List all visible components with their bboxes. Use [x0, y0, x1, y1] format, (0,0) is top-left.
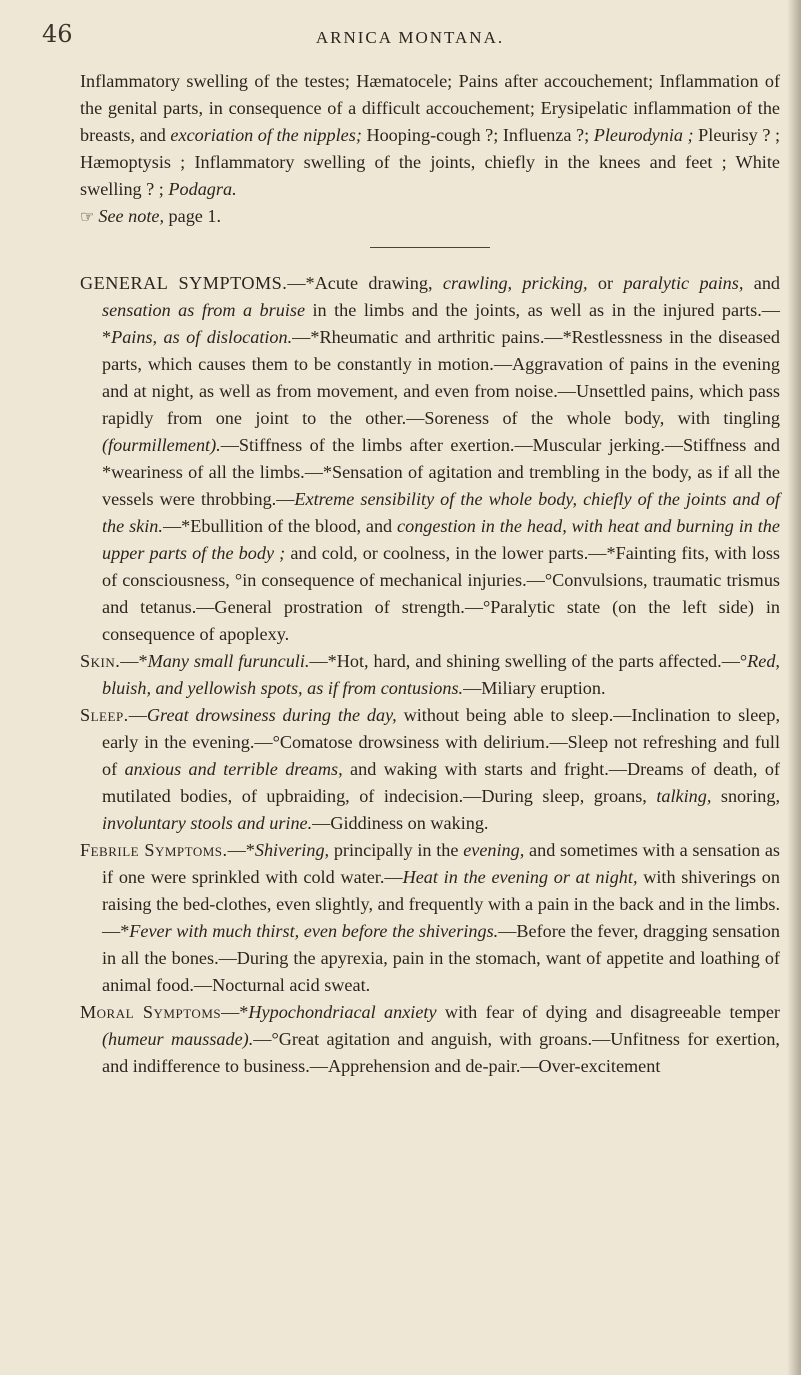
moral-symptoms-section: Moral Symptoms—*Hypochondriacal anxiety with fear of dying and disagreeable temper (humeur maussade).—°Great agitation and anguish, with groans.—Unfitness for exertion, and indifference to business.—Apprehension and de-pair.—Over-excitement [80, 1002, 780, 1076]
moral-symptoms-heading: Moral Symptoms [80, 1002, 222, 1022]
febrile-symptoms-section: Febrile Symptoms.—*Shivering, principally in the evening, and sometimes with a sensation as if one were sprinkled with cold water.—Heat in the evening or at night, with shiverings on raising the bed-clothes, even slightly, and frequently with a pain in the back and in the limbs.—*Fever with much thirst, even before the shiverings.—Before the fever, dragging sensation in all the bones.—During the apyrexia, pain in the stomach, want of appetite and loathing of animal food.—Nocturnal acid sweat. [80, 840, 780, 995]
skin-heading: Skin. [80, 651, 121, 671]
page-header [40, 16, 780, 56]
general-symptoms-heading: GENERAL SYMPTOMS. [80, 273, 288, 293]
section-divider [370, 247, 490, 248]
sleep-section: Sleep.—Great drowsiness during the day, without being able to sleep.—Inclination to sleep, early in the evening.—°Comatose drowsiness with delirium.—Sleep not refreshing and full of anxious and terrible dreams, and waking with starts and fright.—Dreams of death, of mutilated bodies, of upbraiding, of indecision.—During sleep, groans, talking, snoring, involuntary stools and urine.—Giddiness on waking. [80, 705, 780, 833]
intro-text: Hooping-cough ?; Influenza ?; [361, 125, 594, 145]
page-edge-shadow [787, 0, 801, 1375]
running-head: ARNICA MONTANA. [315, 28, 505, 47]
see-note-page: page 1. [164, 206, 222, 226]
see-note-text: See note, [98, 206, 164, 226]
pointing-hand-icon: ☞ [80, 209, 95, 226]
page-number: 46 [42, 20, 73, 48]
intro-paragraph [80, 68, 780, 231]
intro-italic: excoriation of the nipples; [170, 125, 362, 145]
intro-text: Inflammatory swelling of the testes; Hæmatocele; Pains after accouchement; Inflammation of the genital parts, in consequence of a difficult accouchement; Erysipelatic inflammation of the breasts, and [80, 71, 780, 145]
febrile-symptoms-heading: Febrile Symptoms. [80, 840, 228, 860]
page-body [80, 68, 780, 1080]
skin-section: Skin.—*Many small furunculi.—*Hot, hard, and shining swelling of the parts affected.—°Red, bluish, and yellowish spots, as if from contusions.—Miliary eruption. [80, 651, 780, 698]
intro-text: Pleurisy ? ; Hæmoptysis ; Inflammatory swelling of the joints, chiefly in the knees and feet ; White swelling ? ; [80, 125, 780, 199]
intro-italic: Podagra. [168, 179, 237, 199]
intro-italic: Pleurodynia ; [593, 125, 694, 145]
sleep-heading: Sleep. [80, 705, 129, 725]
general-symptoms-section: GENERAL SYMPTOMS.—*Acute drawing, crawling, pricking, or paralytic pains, and sensation as from a bruise in the limbs and the joints, as well as in the injured parts.—*Pains, as of dislocation.—*Rheumatic and arthritic pains.—*Restlessness in the diseased parts, which causes them to be constantly in motion.—Aggravation of pains in the evening and at night, as well as from movement, and even from noise.—Unsettled pains, which pass rapidly from one joint to the other.—Soreness of the whole body, with tingling (fourmillement).—Stiffness of the limbs after exertion.—Muscular jerking.—Stiffness and *weariness of all the limbs.—*Sensation of agitation and trembling in the body, as if all the vessels were throbbing.—Extreme sensibility of the whole body, chiefly of the joints and of the skin.—*Ebullition of the blood, and congestion in the head, with heat and burning in the upper parts of the body ; and cold, or coolness, in the lower parts.—*Fainting fits, with loss of consciousness, °in consequence of mechanical injuries.—°Convulsions, traumatic trismus and tetanus.—General prostration of strength.—°Paralytic state (on the left side) in consequence of apoplexy. [80, 273, 781, 644]
